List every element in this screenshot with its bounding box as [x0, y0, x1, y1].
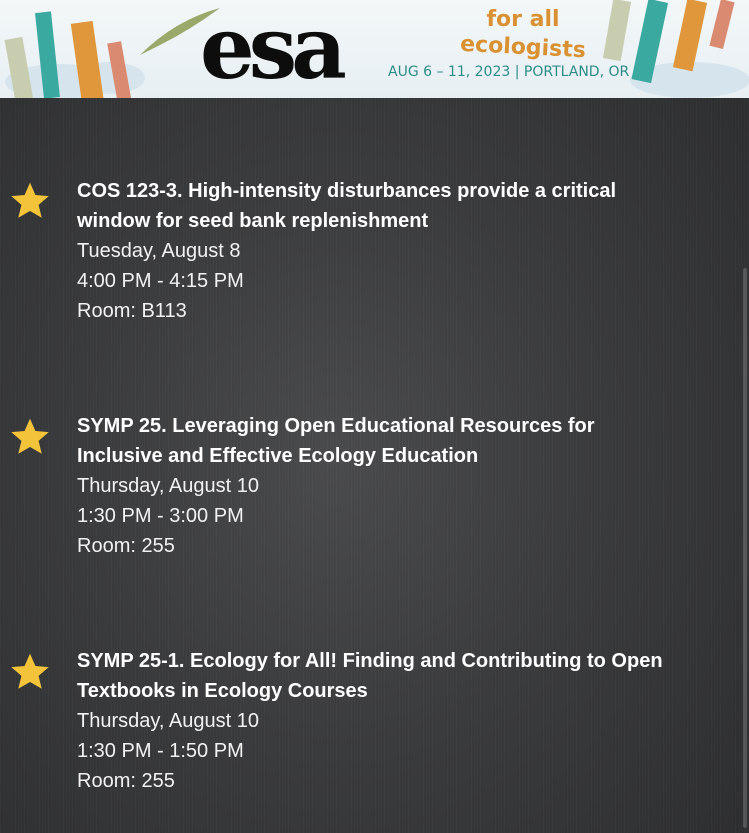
tagline-line-2: ecologists	[459, 31, 587, 64]
banner-decoration	[0, 0, 749, 98]
session-room: Room: 255	[77, 535, 175, 557]
conference-dates: AUG 6 – 11, 2023 | PORTLAND, OR	[388, 64, 630, 80]
session-details	[77, 646, 737, 796]
star-icon[interactable]	[9, 651, 51, 693]
conference-banner	[0, 0, 749, 98]
tagline-line-1: for all	[486, 7, 560, 32]
session-time: 1:30 PM - 1:50 PM	[77, 740, 244, 762]
session-day: Thursday, August 10	[77, 475, 259, 497]
session-room: Room: 255	[77, 770, 175, 792]
star-icon[interactable]	[9, 180, 51, 222]
session-title[interactable]: SYMP 25-1. Ecology for All! Finding and Contributing to Open	[77, 650, 663, 672]
session-day: Tuesday, August 8	[77, 240, 241, 262]
session-title-cont[interactable]: window for seed bank replenishment	[77, 210, 429, 232]
session-details	[77, 411, 737, 561]
session-day: Thursday, August 10	[77, 710, 259, 732]
session-title[interactable]: SYMP 25. Leveraging Open Educational Resources for	[77, 415, 595, 437]
session-title[interactable]: COS 123-3. High-intensity disturbances provide a critical	[77, 180, 617, 202]
tagline	[438, 6, 608, 62]
session-time: 4:00 PM - 4:15 PM	[77, 270, 244, 292]
star-icon[interactable]	[9, 416, 51, 458]
session-time: 1:30 PM - 3:00 PM	[77, 505, 244, 527]
session-details	[77, 176, 737, 326]
scrollbar[interactable]	[743, 268, 747, 828]
session-room: Room: B113	[77, 300, 187, 322]
session-title-cont[interactable]: Textbooks in Ecology Courses	[77, 680, 368, 702]
esa-logo: esa	[200, 0, 341, 98]
session-title-cont[interactable]: Inclusive and Effective Ecology Education	[77, 445, 479, 467]
